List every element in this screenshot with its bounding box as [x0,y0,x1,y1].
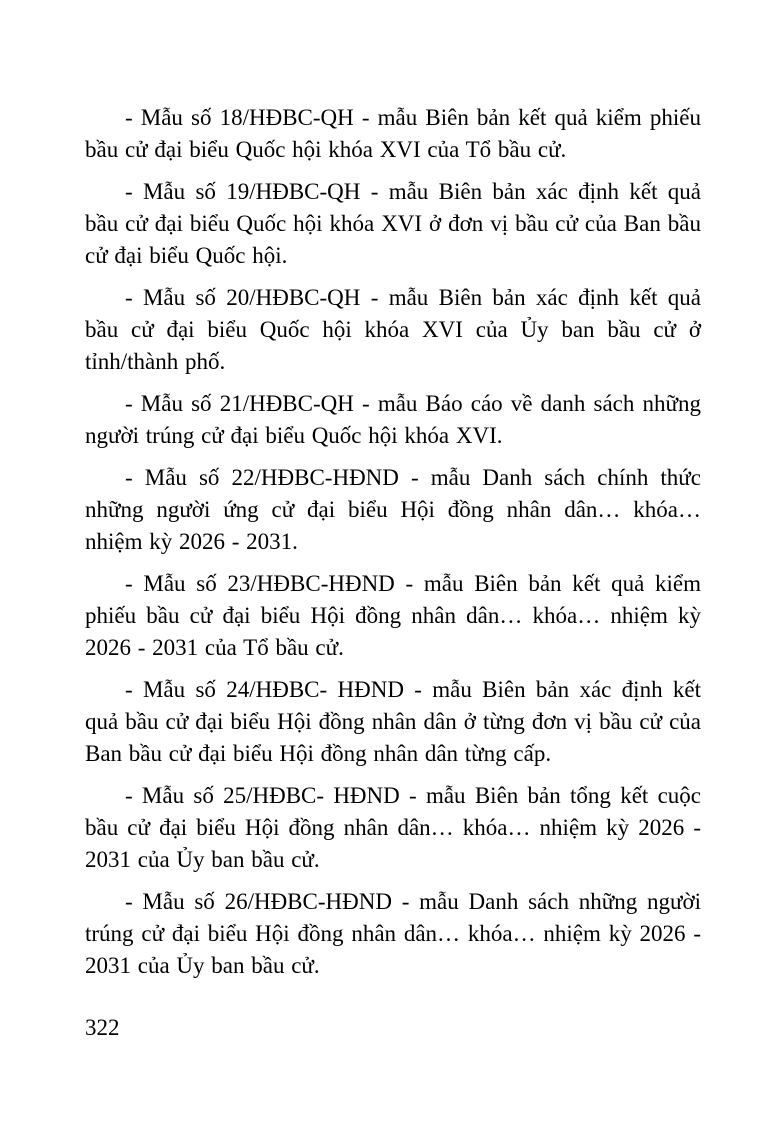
page-body-text [85,102,701,992]
page-number: 322 [85,1015,120,1040]
paragraph-form-18: - Mẫu số 18/HĐBC-QH - mẫu Biên bản kết quả kiểm phiếu bầu cử đại biểu Quốc hội khóa XVI của Tổ bầu cử. [85,105,701,162]
paragraph-form-26: - Mẫu số 26/HĐBC-HĐND - mẫu Danh sách những người trúng cử đại biểu Hội đồng nhân dân… khóa… nhiệm kỳ 2026 - 2031 của Ủy ban bầu cử. [85,889,701,978]
paragraph-form-20: - Mẫu số 20/HĐBC-QH - mẫu Biên bản xác định kết quả bầu cử đại biểu Quốc hội khóa XVI của Ủy ban bầu cử ở tỉnh/thành phố. [85,285,701,374]
paragraph-form-23: - Mẫu số 23/HĐBC-HĐND - mẫu Biên bản kết quả kiểm phiếu bầu cử đại biểu Hội đồng nhân dân… khóa… nhiệm kỳ 2026 - 2031 của Tổ bầu cử. [85,571,701,660]
paragraph-form-21: - Mẫu số 21/HĐBC-QH - mẫu Báo cáo về danh sách những người trúng cử đại biểu Quốc hội khóa XVI. [85,391,701,448]
paragraph-form-22: - Mẫu số 22/HĐBC-HĐND - mẫu Danh sách chính thức những người ứng cử đại biểu Hội đồng nhân dân… khóa… nhiệm kỳ 2026 - 2031. [85,465,701,554]
paragraph-form-19: - Mẫu số 19/HĐBC-QH - mẫu Biên bản xác định kết quả bầu cử đại biểu Quốc hội khóa XVI ở đơn vị bầu cử của Ban bầu cử đại biểu Quốc hội. [85,179,701,268]
paragraph-form-25: - Mẫu số 25/HĐBC- HĐND - mẫu Biên bản tổng kết cuộc bầu cử đại biểu Hội đồng nhân dân… khóa… nhiệm kỳ 2026 - 2031 của Ủy ban bầu cử. [85,783,701,872]
paragraph-form-24: - Mẫu số 24/HĐBC- HĐND - mẫu Biên bản xác định kết quả bầu cử đại biểu Hội đồng nhân dân ở từng đơn vị bầu cử của Ban bầu cử đại biểu Hội đồng nhân dân từng cấp. [85,677,701,766]
